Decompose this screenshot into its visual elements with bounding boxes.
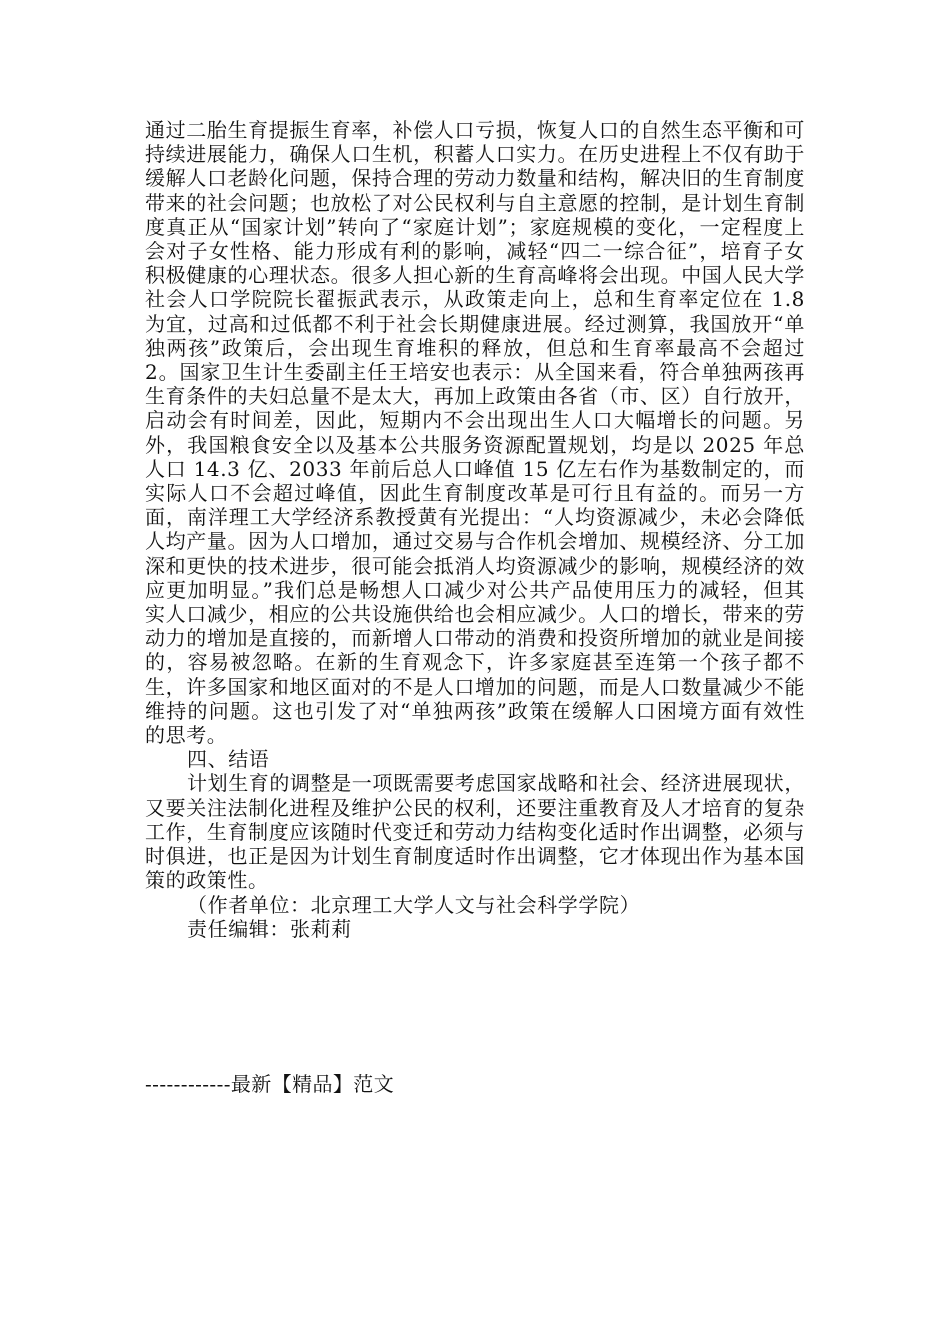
body-paragraph: 通过二胎生育提振生育率，补偿人口亏损，恢复人口的自然生态平衡和可持续进展能力，确保人口生机，积蓄人口实力。在历史进程上不仅有助于缓解人口老龄化问题，保持合理的劳动力数量和结构，解决旧的生育制度带来的社会问题；也放松了对公民权利与自主意愿的控制，是计划生育制度真正从“国家计划”转向了“家庭计划”；家庭规模的变化，一定程度上会对子女性格、能力形成有利的影响，减轻“四二一综合征”，培育子女积极健康的心理状态。很多人担心新的生育高峰将会出现。中国人民大学社会人口学院院长翟振武表示，从政策走向上，总和生育率定位在 1.8 为宜，过高和过低都不利于社会长期健康进展。经过测算，我国放开“单独两孩”政策后，会出现生育堆积的释放，但总和生育率最高不会超过 2。国家卫生计生委副主任王培安也表示：从全国来看，符合单独两孩再生育条件的夫妇总量不是太大，再加上政策由各省（市、区）自行放开，启动会有时间差，因此，短期内不会出现出生人口大幅增长的问题。另外，我国粮食安全以及基本公共服务资源配置规划，均是以 2025 年总人口 14.3 亿、2033 年前后总人口峰值 15 亿左右作为基数制定的，而实际人口不会超过峰值，因此生育制度改革是可行且有益的。而另一方面，南洋理工大学经济系教授黄有光提出：“人均资源减少，未必会降低人均产量。因为人口增加，通过交易与合作机会增加、规模经济、分工加深和更快的技术进步，很可能会抵消人均资源减少的影响，规模经济的效应更加明显。”我们总是畅想人口减少对公共产品使用压力的减轻，但其实人口减少，相应的公共设施供给也会相应减少。人口的增长，带来的劳动力的增加是直接的，而新增人口带动的消费和投资所增加的就业是间接的，容易被忽略。在新的生育观念下，许多家庭甚至连第一个孩子都不生，许多国家和地区面对的不是人口增加的问题，而是人口数量减少不能维持的问题。这也引发了对“单独两孩”政策在缓解人口困境方面有效性的思考。 — [145, 118, 805, 748]
footer-banner: ------------最新【精品】范文 — [145, 1072, 395, 1096]
section-heading: 四、结语 — [187, 747, 270, 772]
editor-credit: 责任编辑：张莉莉 — [187, 916, 352, 941]
conclusion-paragraph: 计划生育的调整是一项既需要考虑国家战略和社会、经济进展现状，又要关注法制化进程及维护公民的权利，还要注重教育及人才培育的复杂工作，生育制度应该随时代变迁和劳动力结构变化适时作出调整，必须与时俱进，也正是因为计划生育制度适时作出调整，它才体现出作为基本国策的政策性。 — [145, 771, 805, 893]
document-page — [145, 118, 805, 941]
author-unit: （作者单位：北京理工大学人文与社会科学学院） — [187, 892, 641, 917]
